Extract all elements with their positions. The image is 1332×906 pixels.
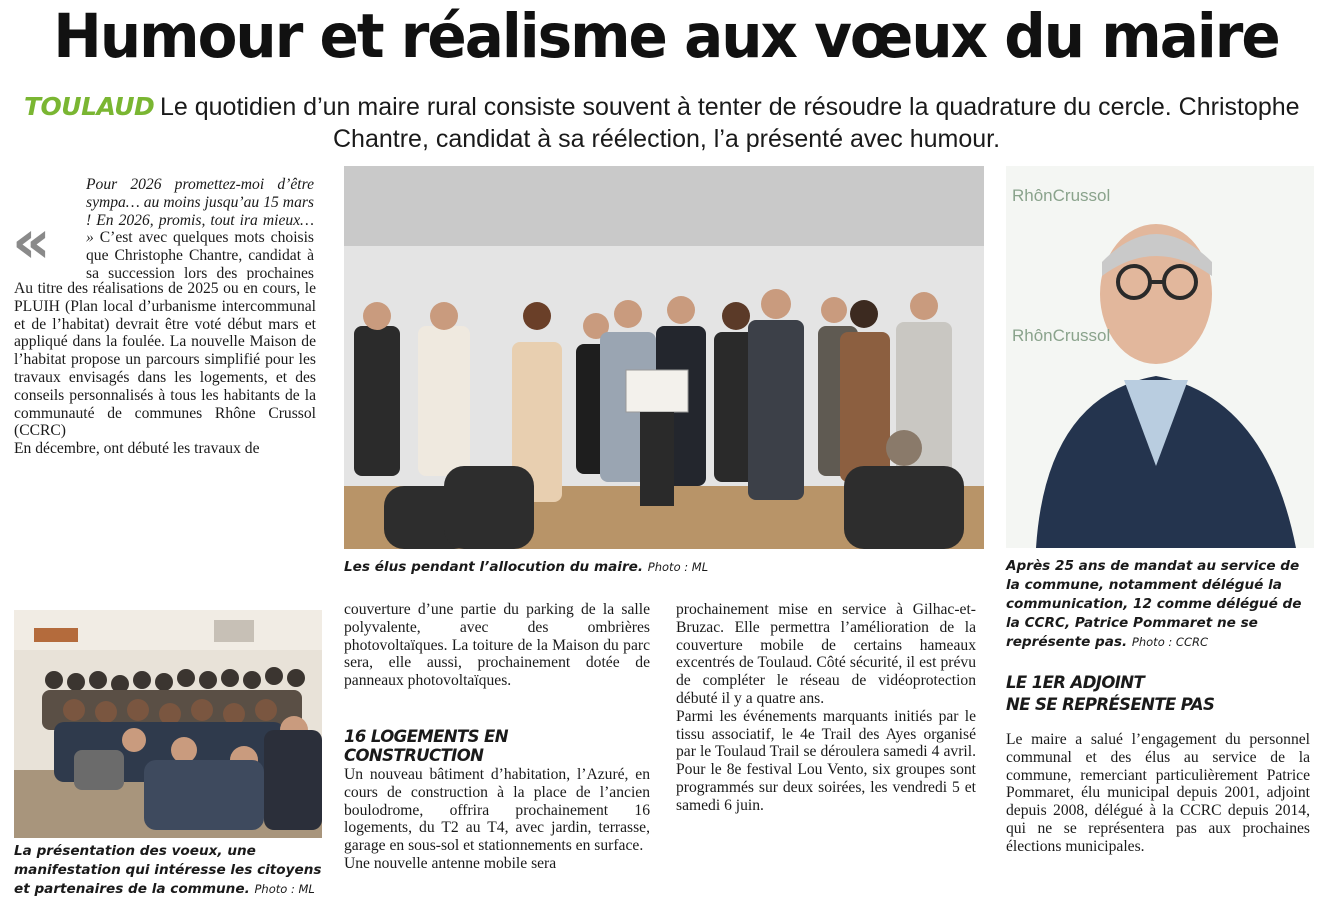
subhead-adjoint <box>1006 672 1314 716</box>
column-3-paragraph-2: Parmi les événements marquants initiés par le tissu associatif, le 4e Trail des Ayes organisé par le Toulaud Trail se déroulera samedi 4 avril. Pour le 8e festival Lou Vento, six groupes sont programmés sur deux soirées, les vendredi 5 et samedi 6 juin. <box>676 707 976 814</box>
audience-photo-illustration <box>14 610 322 838</box>
portrait-logo-1: RhônCrussol <box>1012 186 1111 205</box>
column-2-paragraph-1: couverture d’une partie du parking de la salle polyvalente, avec des ombrières photovoltaïques. La toiture de la Maison du parc sera, elle aussi, prochainement dotée de panneaux photovoltaïques. <box>344 601 650 690</box>
subhead-adjoint-line-1: LE 1ER ADJOINT <box>1006 673 1145 692</box>
column-1-paragraph-2: Au titre des réalisations de 2025 ou en cours, le PLUIH (Plan local d’urbanisme intercommunal et de l’habitat) devrait être voté début mars et appliqué dans la foulée. La nouvelle Maison de l’habitat propose un parcours simplifié pour les travaux envisagés dans les logements, et des conseils personnalisés à tous les habitants de la communauté de communes Rhône Crussol (CCRC) <box>14 280 316 440</box>
chapo-line-2: Chantre, candidat à sa réélection, l’a présenté avec humour. <box>333 125 1001 153</box>
column-3-paragraph-1: prochainement mise en service à Gilhac-et-Bruzac. Elle permettra l’amélioration de la couverture mobile de certains hameaux excentrés de Toulaud. Côté sécurité, il est prévu de compléter le réseau de vidéoprotection débuté il y a quatre ans. <box>676 601 976 707</box>
column-3-text <box>676 601 976 815</box>
caption-left-credit: Photo : ML <box>254 882 315 896</box>
column-2-text <box>344 766 650 873</box>
column-4-paragraph-1: Le maire a salué l’engagement du personnel communal et des élus au service de la commune, remerciant particulièrement Patrice Pommaret, élu municipal depuis 2001, adjoint depuis 2008, délégué à la CCRC depuis 2014, qui ne se représentera pas aux prochaines élections municipales. <box>1006 731 1310 855</box>
lead-paragraph-top <box>86 176 314 280</box>
column-2-paragraph-2: Un nouveau bâtiment d’habitation, l’Azuré, en cours de construction à la place de l’ancien boulodrome, offrira prochainement 16 logements, du T2 au T4, avec jardin, terrasse, garage en sous-sol et stationnements en surface. <box>344 766 650 855</box>
caption-left-text: La présentation des voeux, une manifestation qui intéresse les citoyens et partenaires de la commune. <box>14 843 322 897</box>
subhead-adjoint-line-2: NE SE REPRÉSENTE PAS <box>1006 695 1215 714</box>
subhead-logements: 16 LOGEMENTS EN CONSTRUCTION <box>344 727 508 765</box>
column-1-text <box>14 280 316 590</box>
caption-main-text: Les élus pendant l’allocution du maire. <box>344 559 644 575</box>
chapo-line-1: Le quotidien d’un maire rural consiste souvent à tenter de résoudre la quadrature du cercle. Christophe <box>160 93 1300 121</box>
quote-mark-icon: « <box>12 207 51 277</box>
officials-photo-illustration <box>344 166 984 549</box>
officials-stage-photo <box>344 166 984 549</box>
officials-photo-caption <box>344 558 984 577</box>
column-2-paragraph-3: Une nouvelle antenne mobile sera <box>344 854 557 872</box>
caption-right-credit: Photo : CCRC <box>1131 635 1208 649</box>
column-1-paragraph-3: En décembre, ont débuté les travaux de <box>14 440 260 458</box>
portrait-illustration <box>1006 166 1314 548</box>
portrait-photo <box>1006 166 1314 548</box>
caption-right-text: Après 25 ans de mandat au service de la commune, notamment délégué la communication, 12 comme délégué de la CCRC, Patrice Pommaret ne se représente pas. <box>1006 558 1302 650</box>
lead-roman: C’est avec quelques mots choisis que Christophe Chantre, candidat à sa succession lors des prochaines <box>86 229 314 280</box>
lead-italic: Pour 2026 promettez-moi d’être sympa… au moins jusqu’au 15 mars ! En 2026, promis, tout ira mieux… » <box>86 176 314 247</box>
headline: Humour et réalisme aux vœux du maire <box>53 0 1279 72</box>
audience-photo-caption <box>14 842 322 899</box>
audience-photo <box>14 610 322 838</box>
portrait-logo-2: RhônCrussol <box>1012 326 1111 345</box>
portrait-photo-caption <box>1006 557 1314 652</box>
kicker-location: TOULAUD <box>24 92 155 121</box>
caption-main-credit: Photo : ML <box>647 560 709 574</box>
